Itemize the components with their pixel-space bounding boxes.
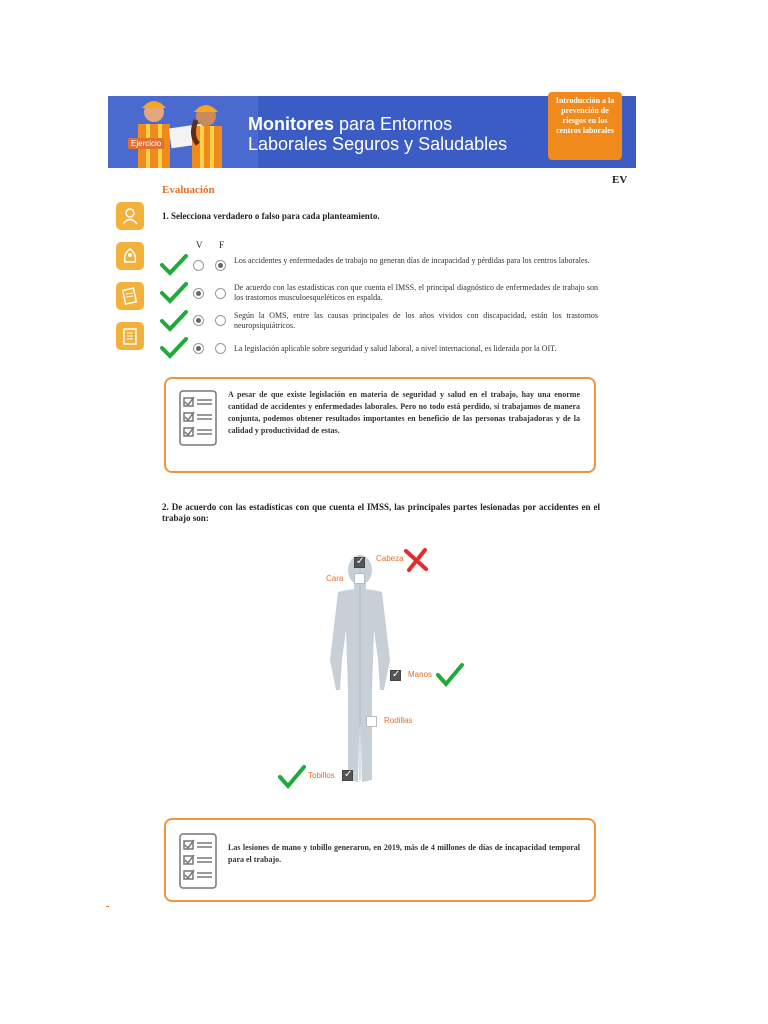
cabeza-checkbox[interactable] <box>354 557 365 568</box>
checklist-icon <box>178 832 218 890</box>
radio-false[interactable] <box>215 343 226 354</box>
statement-3: Según la OMS, entre las causas principales de los años vividos con discapacidad, están los trastornos neuropsiquiátricos. <box>234 311 598 330</box>
footer-mark <box>106 906 109 907</box>
tobillos-label: Tobillos <box>308 771 335 780</box>
cara-label: Cara <box>326 574 344 583</box>
radio-false[interactable] <box>215 260 226 271</box>
column-true-header: V <box>196 240 203 250</box>
info-note-2 <box>164 818 596 902</box>
tobillos-checkbox[interactable] <box>342 770 353 781</box>
note-2-text: Las lesiones de mano y tobillo generaron, en 2019, más de 4 millones de días de incapacidad temporal para el trabajo. <box>228 843 580 864</box>
check-mark-icon <box>436 662 464 688</box>
statement-4: La legislación aplicable sobre seguridad y salud laboral, a nivel internacional, es liderada por la OIT. <box>234 344 557 353</box>
statement-1: Los accidentes y enfermedades de trabajo no generan días de incapacidad y pérdidas para los centros laborales. <box>234 256 590 265</box>
question-2-prompt: 2. De acuerdo con las estadísticas con que cuenta el IMSS, las principales partes lesionadas por accidentes en el trabajo son: <box>162 502 600 523</box>
radio-false[interactable] <box>215 288 226 299</box>
radio-true[interactable] <box>193 315 204 326</box>
check-mark-icon <box>160 337 188 359</box>
checklist-side-icon <box>116 322 144 350</box>
checklist-icon <box>178 389 218 447</box>
question-1-prompt: 1. Selecciona verdadero o falso para cada planteamiento. <box>162 211 380 221</box>
column-false-header: F <box>219 240 225 250</box>
manos-checkbox[interactable] <box>390 670 401 681</box>
exercise-tag: Ejercicio <box>128 138 164 149</box>
ev-label: EV <box>612 174 628 186</box>
banner-title: Monitores para Entornos Laborales Seguros y Saludables <box>248 114 508 154</box>
rodillas-checkbox[interactable] <box>366 716 377 727</box>
statement-2: De acuerdo con las estadísticas con que cuenta el IMSS, el principal diagnóstico de enfermedades de trabajo son los trastornos musculoesqueléticos en espalda. <box>234 283 598 302</box>
intro-box: Introducción a la prevención de riesgos en los centros laborales <box>548 92 622 160</box>
cabeza-label: Cabeza <box>376 554 404 563</box>
cross-mark-icon <box>403 548 429 572</box>
check-mark-icon <box>160 254 188 276</box>
documents-icon <box>116 282 144 310</box>
radio-false[interactable] <box>215 315 226 326</box>
check-mark-icon <box>160 310 188 332</box>
rodillas-label: Rodillas <box>384 716 413 725</box>
manos-label: Manos <box>408 670 433 679</box>
cara-checkbox[interactable] <box>354 573 365 584</box>
check-mark-icon <box>160 282 188 304</box>
radio-true[interactable] <box>193 260 204 271</box>
info-note-1 <box>164 377 596 473</box>
worker-badge-icon <box>116 202 144 230</box>
note-1-text: A pesar de que existe legislación en materia de seguridad y salud en el trabajo, hay una enorme cantidad de accidentes y enfermedades laborales. Pero no todo está perdido, si trabajamos de manera conjunta, podemos obtener resultados importantes en beneficio de las personas trabajadoras y de la calidad y productividad de estas. <box>228 390 580 435</box>
head-icon <box>116 242 144 270</box>
worker-illustration <box>130 96 240 168</box>
radio-true[interactable] <box>193 343 204 354</box>
radio-true[interactable] <box>193 288 204 299</box>
section-title: Evaluación <box>162 184 215 196</box>
check-mark-icon <box>278 764 306 790</box>
